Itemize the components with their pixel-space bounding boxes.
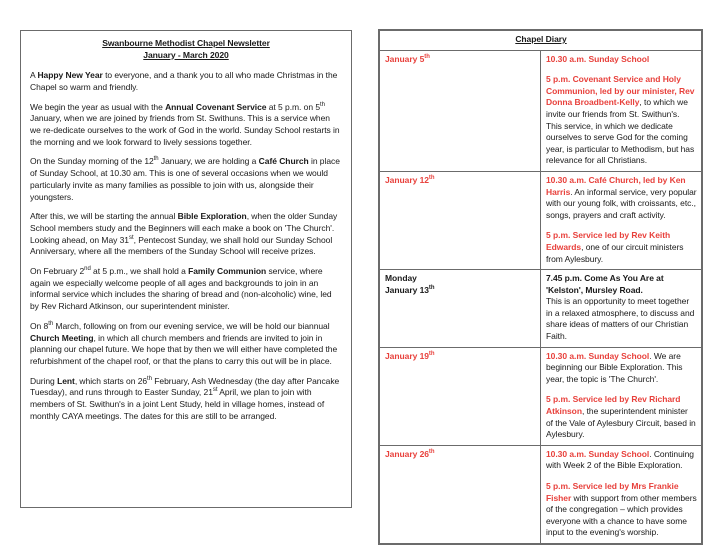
diary-date-cell <box>380 445 541 543</box>
diary-date-line: January 19th <box>385 350 435 361</box>
chapel-diary-table <box>379 30 702 544</box>
diary-detail-cell <box>541 270 702 348</box>
diary-row <box>380 50 702 171</box>
diary-event-body: with support from other members of the congregation – which provides everyone with a chance to have some input to the evening's worship. <box>546 492 697 538</box>
ev-jan19-service <box>546 394 697 440</box>
newsletter-title <box>30 38 342 61</box>
diary-date-cell <box>380 171 541 269</box>
diary-row <box>380 171 702 269</box>
diary-event-lead: 5 p.m. Service led by Rev Richard Atkinson <box>546 394 681 417</box>
ev-jan26-ss <box>546 449 697 472</box>
chapel-diary-panel <box>378 29 703 545</box>
diary-event-body: , one of our circuit ministers from Aylesbury. <box>546 241 684 264</box>
diary-event-body: . An informal service, very popular with our young folk, with croissants, etc., songs, prayers and craft activity. <box>546 186 697 220</box>
diary-date-line: January 12th <box>385 174 435 185</box>
diary-event-body: This is an opportunity to meet together in a relaxed atmosphere, to discuss and share ideas of matters of our Christian Faith. <box>546 296 695 342</box>
diary-date-cell <box>380 347 541 445</box>
diary-event-lead: 10.30 a.m. Café Church, led by Ken Harris <box>546 174 686 197</box>
diary-row <box>380 270 702 348</box>
diary-detail-cell <box>541 50 702 171</box>
p-covenant: We begin the year as usual with the Annual Covenant Service at 5 p.m. on 5th January, when we are joined by friends from St. Swithuns. This is a service when we re-dedicate ourselves to the work of God in the world. Sunday School restarts in the morning and we look forward to lively sessions together. <box>30 101 340 147</box>
diary-date-line: January 26th <box>385 448 435 459</box>
ev-jan26-service <box>546 481 697 539</box>
ev-jan5-covenant <box>546 74 697 167</box>
p-church-meeting: On 8th March, following on from our evening service, we will be hold our biannual Church Meeting, in which all church members and friends are invited to join in planning our chapel future. We hope that by then we will either have completed the refurbishment of the chapel roof, or that the plans to carry this out will be in place. <box>30 320 338 366</box>
diary-rows <box>380 50 702 543</box>
diary-date-line: January 13th <box>385 284 435 295</box>
ev-jan19-ss <box>546 351 697 386</box>
newsletter-body <box>30 70 342 422</box>
newsletter-panel <box>20 30 352 508</box>
diary-date-cell <box>380 50 541 171</box>
diary-event-body: . We are beginning our Bible Exploration. This year, the topic is 'The Church'. <box>546 350 683 384</box>
diary-event-lead: 5 p.m. Covenant Service and Holy Communion, led by our minister, Rev Donna Broadbent-Kelly <box>546 74 695 108</box>
diary-detail-cell <box>541 347 702 445</box>
newsletter-title-line1: Swanbourne Methodist Chapel Newsletter <box>102 38 270 48</box>
diary-event-lead: 7.45 p.m. Come As You Are at 'Kelston', Mursley Road. <box>546 273 664 295</box>
diary-date-cell <box>380 270 541 348</box>
diary-row <box>380 347 702 445</box>
p-family-communion: On February 2nd at 5 p.m., we shall hold a Family Communion service, where again we especially welcome people of all ages and backgrounds to join in an informal service which includes the sharing of bread and (non-alcoholic) wine, led by Rev Richard Atkinson, our superintendent minister. <box>30 266 332 312</box>
ev-jan12-service <box>546 230 697 265</box>
ev-jan5-ss <box>546 54 697 66</box>
p-new-year: A Happy New Year to everyone, and a thank you to all who made Christmas in the Chapel so warm and friendly. <box>30 70 338 92</box>
diary-detail-cell <box>541 445 702 543</box>
p-bible-exploration: After this, we will be starting the annual Bible Exploration, when the older Sunday School members study and the Beginners will each make a book on 'The Church'. Looking ahead, on May 31st, Pentecost Sunday, we shall hold our Sunday School Anniversary, where all the members of the Sunday School will receive prizes. <box>30 211 338 257</box>
diary-event-lead: 10.30 a.m. Sunday School <box>546 448 650 459</box>
diary-date-line: January 5th <box>385 53 430 64</box>
ev-jan12-cafe <box>546 175 697 221</box>
newsletter-title-line2: January - March 2020 <box>143 49 229 60</box>
diary-event-body: , the superintendent minister of the Vale of Aylesbury Circuit, based in Aylesbury. <box>546 406 696 440</box>
diary-event-lead: 5 p.m. Service led by Rev Keith Edwards <box>546 230 671 252</box>
diary-event-lead: 10.30 a.m. Sunday School <box>546 53 650 64</box>
diary-date-line: Monday <box>385 273 417 284</box>
p-cafe-church: On the Sunday morning of the 12th January, we are holding a Café Church in place of Sunday School, at 10.30 am. This is one of several occasions when we would particularly invite as many families as possible to join with us, alongside their youngsters. <box>30 156 340 202</box>
p-lent: During Lent, which starts on 26th February, Ash Wednesday (the day after Pancake Tuesday), and runs through to Easter Sunday, 21st April, we plan to join with members of St. Swithun's in a joint Lent Study, held in village homes, instead of monthly CAYA meetings. The dates for this are still to be arranged. <box>30 375 340 421</box>
diary-event-body: , to which we invite our friends from St. Swithun's. This service, in which we dedicate ourselves to serve God for the coming year, is particular to Methodism, but has relevance for all Christians. <box>546 97 695 166</box>
ev-jan13-caya <box>546 273 697 343</box>
diary-heading: Chapel Diary <box>380 31 702 51</box>
diary-row <box>380 445 702 543</box>
diary-event-body: . Continuing with Week 2 of the Bible Exploration. <box>546 448 694 471</box>
diary-header-row <box>380 31 702 51</box>
diary-event-lead: 5 p.m. Service led by Mrs Frankie Fisher <box>546 481 679 503</box>
diary-event-lead: 10.30 a.m. Sunday School <box>546 350 650 361</box>
diary-detail-cell <box>541 171 702 269</box>
